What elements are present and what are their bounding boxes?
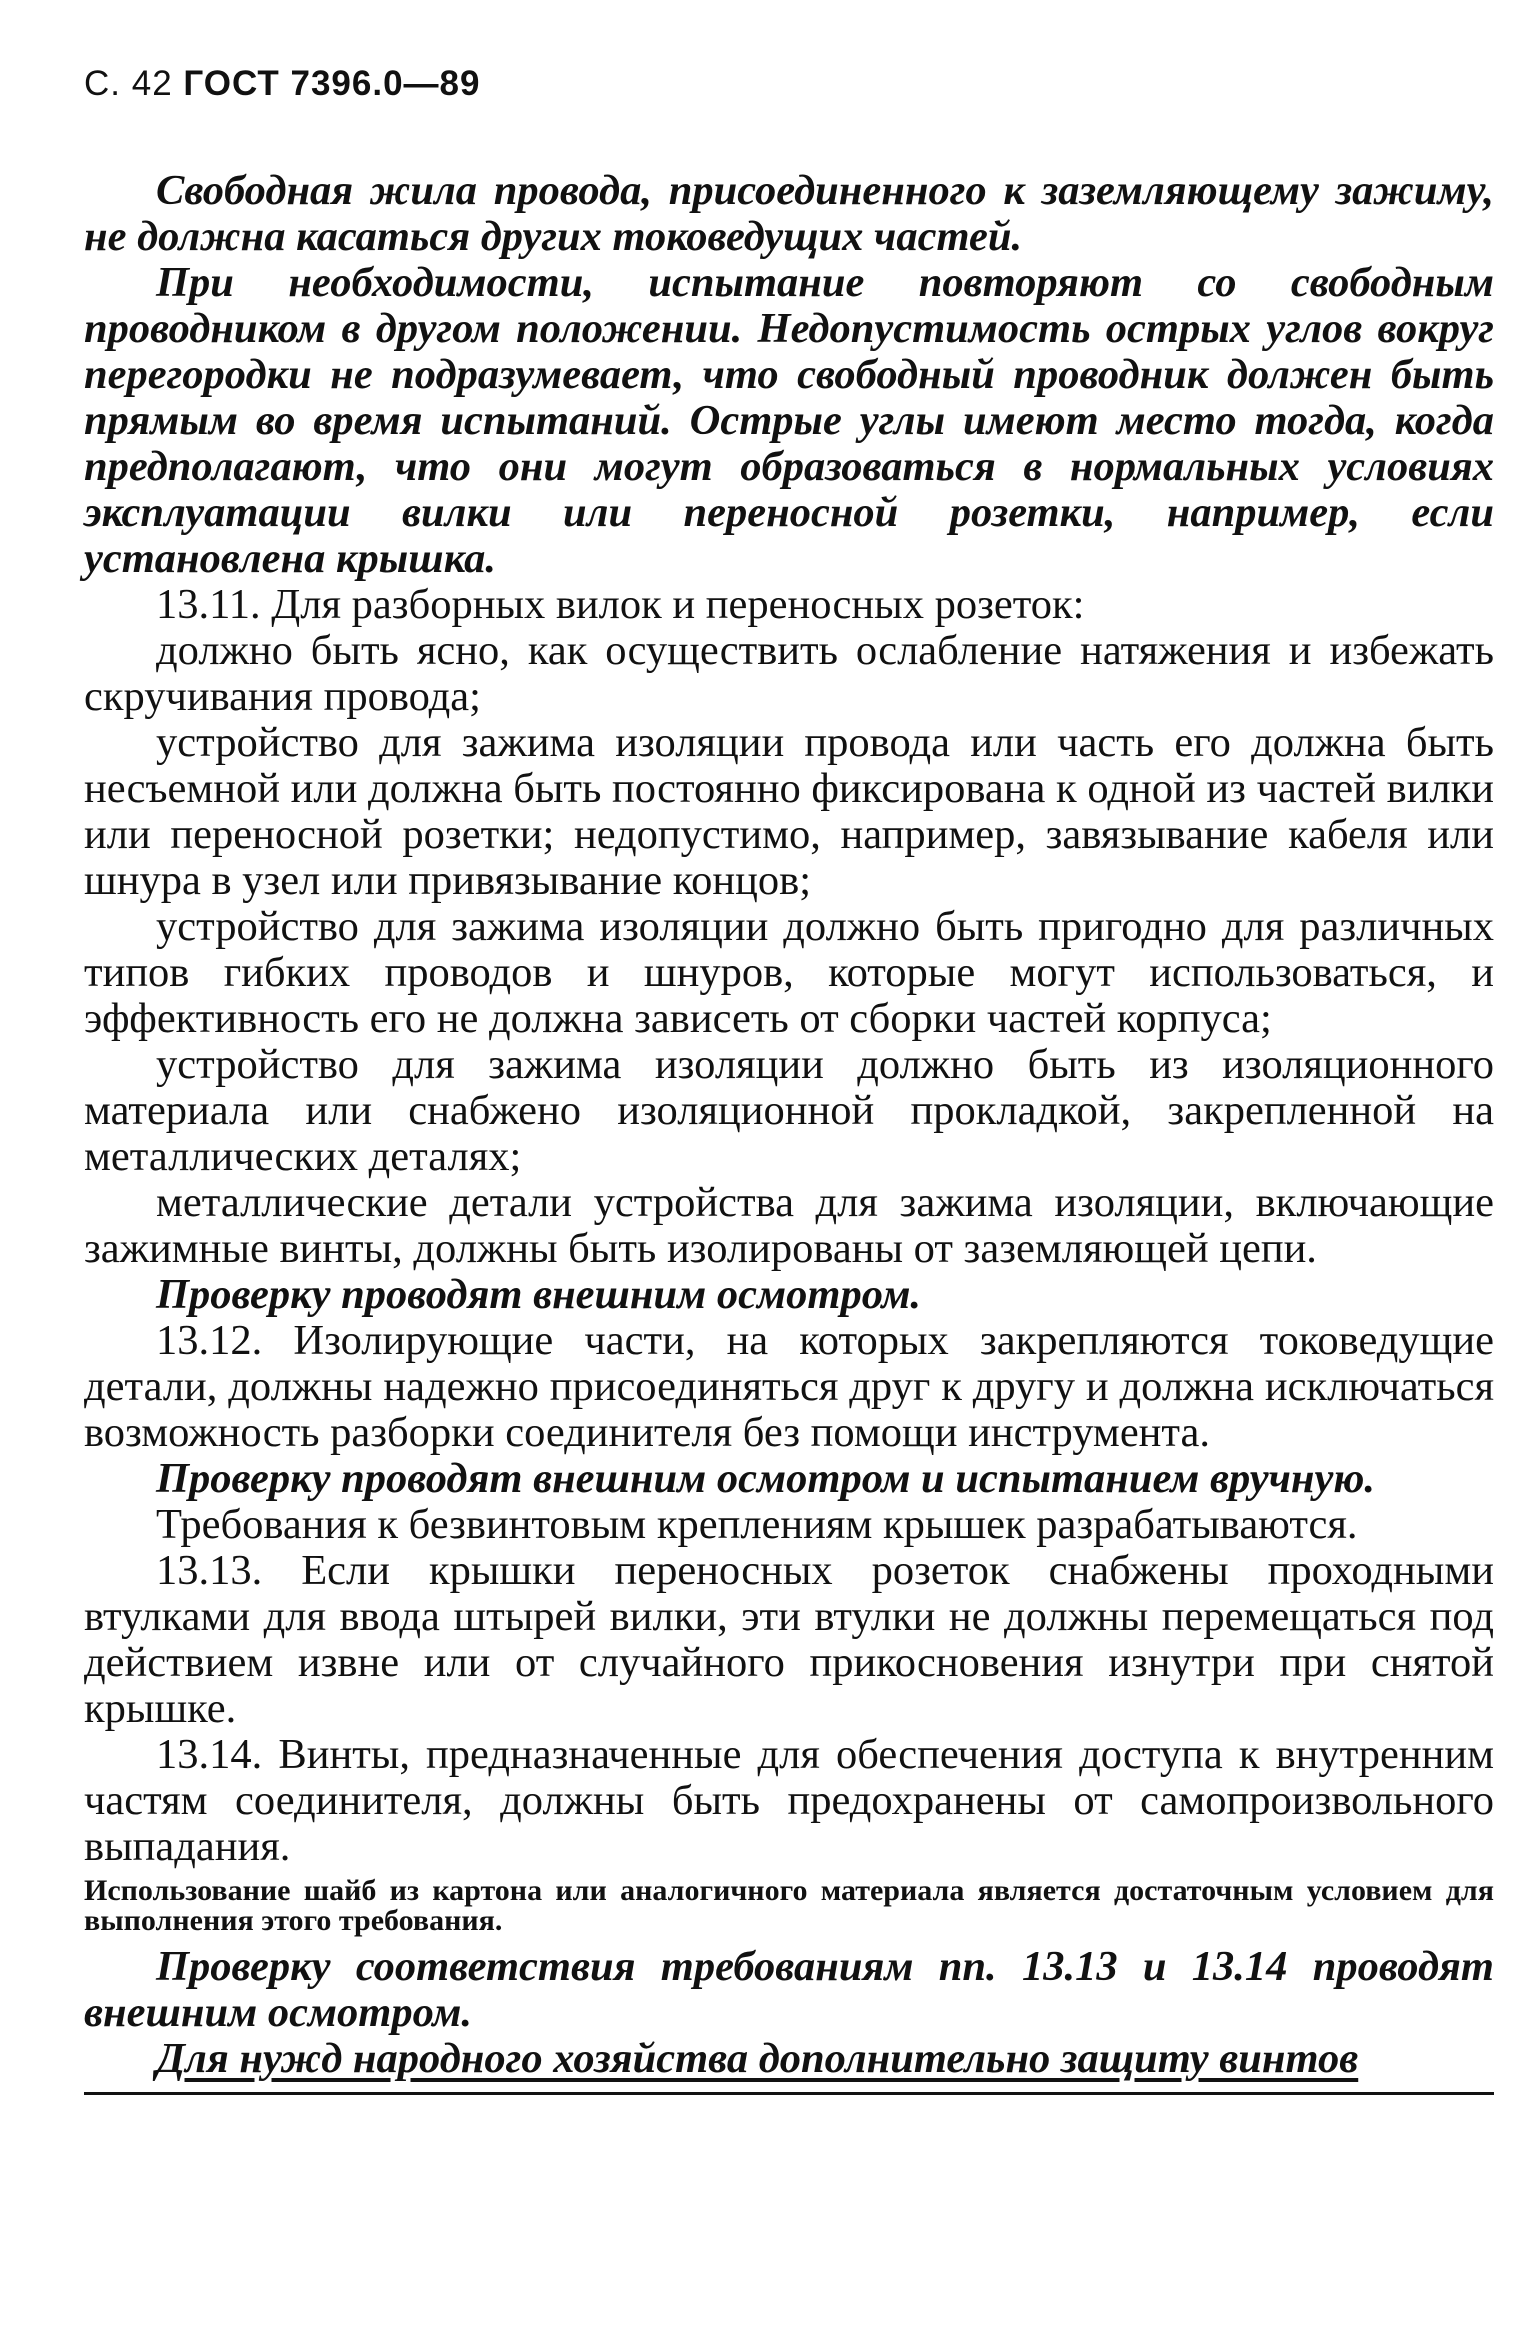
bottom-rule	[84, 2092, 1494, 2095]
requirement-clamp-fixed: устройство для зажима изоляции провода или часть его должна быть несъемной или должна быть постоянно фиксирована к одной из частей вилки или переносной розетки; недопустимо, например, завязывание кабеля или шнура в узел или привязывание концов;	[84, 719, 1494, 904]
check-visual-manual: Проверку проводят внешним осмотром и испытанием вручную.	[156, 1455, 1375, 1502]
clause-13-13: 13.13. Если крышки переносных розеток снабжены проходными втулками для ввода штырей вилки, эти втулки не должны перемещаться под действием извне или от случайного прикосновения изнутри при снятой крышке.	[84, 1547, 1494, 1732]
clause-13-12: 13.12. Изолирующие части, на которых закрепляются токоведущие детали, должны надежно присоединяться друг к другу и должна исключаться возможность разборки соединителя без помощи инструмента.	[84, 1317, 1494, 1456]
paragraph-free-wire: Свободная жила провода, присоединенного к заземляющему зажиму, не должна касаться других токоведущих частей.	[84, 167, 1494, 260]
requirement-clamp-material: устройство для зажима изоляции должно быть из изоляционного материала или снабжено изоляционной прокладкой, закрепленной на металлических деталях;	[84, 1041, 1494, 1180]
requirement-strain-relief: должно быть ясно, как осуществить ослабление натяжения и избежать скручивания провода;	[84, 627, 1494, 720]
document-page	[84, 60, 1494, 2290]
requirement-clamp-insulated: металлические детали устройства для зажима изоляции, включающие зажимные винты, должны быть изолированы от заземляющей цепи.	[84, 1179, 1494, 1272]
requirement-screwless-covers: Требования к безвинтовым креплениям крышек разрабатываются.	[156, 1501, 1358, 1548]
standard-number: ГОСТ 7396.0—89	[183, 64, 481, 103]
requirement-clamp-suitable: устройство для зажима изоляции должно быть пригодно для различных типов гибких проводов и шнуров, которые могут использоваться, и эффективность его не должна зависеть от сборки частей корпуса;	[84, 903, 1494, 1042]
clause-13-11: 13.11. Для разборных вилок и переносных розеток:	[156, 581, 1085, 628]
paragraph-repeat-test: При необходимости, испытание повторяют со свободным проводником в другом положении. Недопустимость острых углов вокруг перегородки не подразумевает, что свободный проводник должен быть прямым во время испытаний. Острые углы имеют место тогда, когда предполагают, что они могут образоваться в нормальных условиях эксплуатации вилки или переносной розетки, например, если установлена крышка.	[84, 259, 1494, 582]
check-compliance-13-13-13-14: Проверку соответствия требованиям пп. 13.13 и 13.14 проводят внешним осмотром.	[84, 1943, 1494, 2036]
note-washers: Использование шайб из картона или аналогичного материала является достаточным условием для выполнения этого требования.	[84, 1874, 1494, 1937]
clause-13-14: 13.14. Винты, предназначенные для обеспечения доступа к внутренним частям соединителя, должны быть предохранены от самопроизвольного выпадания.	[84, 1731, 1494, 1870]
page-header	[84, 60, 1494, 108]
check-visual-inspection: Проверку проводят внешним осмотром.	[156, 1271, 922, 1318]
page-number: С. 42	[84, 64, 173, 103]
paragraph-national-economy: Для нужд народного хозяйства дополнительно защиту винтов	[156, 2035, 1359, 2082]
